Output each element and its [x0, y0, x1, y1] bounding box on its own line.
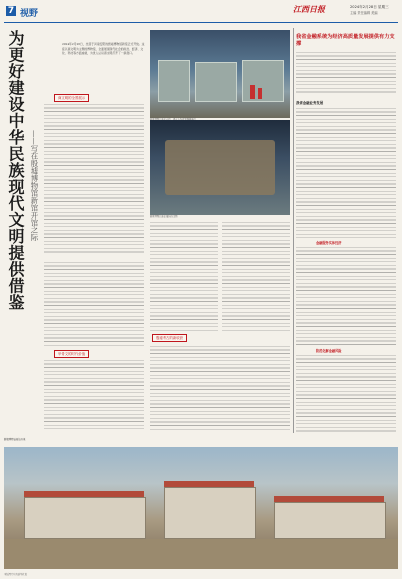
text-lines — [222, 222, 290, 332]
museum-interior-photo — [150, 30, 290, 118]
page-header — [0, 0, 402, 22]
text-lines — [150, 346, 290, 432]
display-case — [158, 60, 190, 102]
right-article-title: 我省金融系统为经济高质量发展提供有力支撑 — [296, 34, 395, 47]
visitor-figure — [258, 88, 262, 99]
building — [164, 487, 256, 539]
lead-paragraph: 2024年2月26日，坐落于河南安阳的殷墟博物馆新馆正式开放。这座以商文明为主题的博物馆，全面展现商代社会的政治、经济、文化、科技等方面成就，为世人认识商文明打开了一扇窗口。 — [62, 42, 145, 56]
text-lines — [44, 262, 144, 347]
issue-date: 2024年2月28日 星期三 — [350, 5, 389, 9]
section-head-2: 甲骨文的时代价值 — [54, 350, 89, 358]
newspaper-logo: 江西日报 — [293, 4, 325, 14]
text-lines — [44, 360, 144, 430]
display-case — [195, 62, 237, 102]
building — [274, 502, 386, 539]
middle-photo-caption: 殷墟博物馆新馆展出的文物 — [150, 215, 178, 218]
text-lines — [296, 355, 396, 433]
main-headline: 为更好建设中华民族现代文明提供借鉴 — [6, 30, 25, 311]
bronze-artifact — [165, 140, 275, 195]
building-roof — [164, 481, 254, 487]
text-lines — [296, 108, 396, 238]
right-sub-head-2: 防范化解金融风险 — [316, 349, 342, 353]
article-body-middle — [150, 222, 290, 432]
right-sub-head-1: 金融服务实体经济 — [316, 241, 342, 245]
article-body-left — [44, 92, 144, 432]
text-lines — [296, 52, 396, 94]
sub-headline: ——写在殷墟博物馆新馆开馆之际 — [30, 130, 39, 241]
column-divider — [293, 28, 294, 433]
text-lines — [44, 104, 144, 254]
building-roof — [24, 491, 144, 497]
ground — [4, 539, 398, 569]
text-lines — [150, 222, 218, 332]
visitor-figure — [250, 85, 255, 99]
right-sub-title: 我省金融业务发展 — [296, 101, 324, 105]
section-title: 视野 — [20, 9, 39, 19]
building — [24, 497, 146, 539]
section-head-1: 商文明的全景展示 — [54, 94, 89, 102]
bottom-caption: 殷墟博物馆新馆外景 — [4, 438, 26, 441]
text-lines — [296, 247, 396, 345]
section-head-3: 殷墟考古的新收获 — [152, 334, 187, 342]
museum-exterior-photo — [4, 447, 398, 569]
artifact-photo — [150, 120, 290, 215]
page-number: 7 — [7, 6, 15, 16]
editor-info: 主编 责任编辑 美编 — [350, 11, 378, 15]
display-case — [242, 60, 284, 102]
header-rule — [4, 22, 398, 23]
footer-note: 本版图片均为新华社发 — [4, 573, 27, 576]
building-roof — [274, 496, 384, 502]
